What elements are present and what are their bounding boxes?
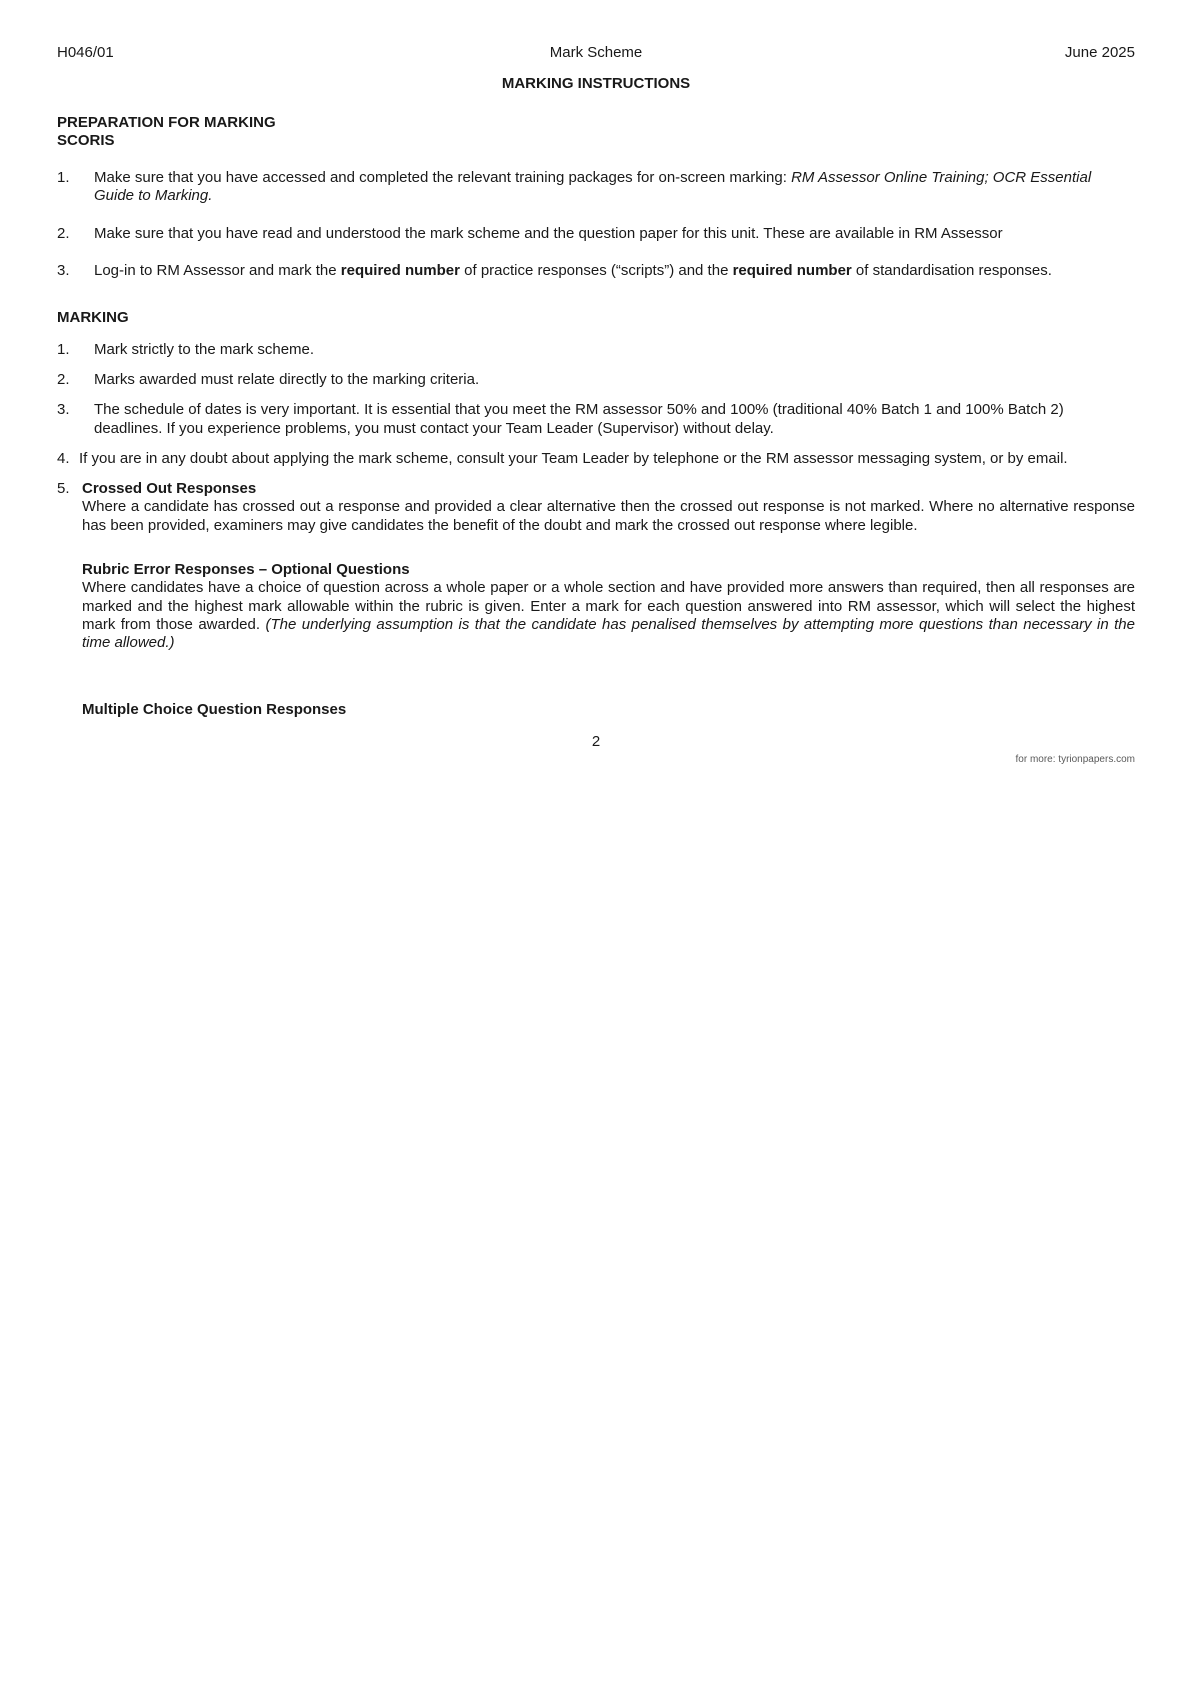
page-number: 2 <box>591 732 601 750</box>
list-item-text: Marks awarded must relate directly to the marking criteria. <box>94 370 480 388</box>
header-paper-code: H046/01 <box>57 44 114 61</box>
watermark-text: for more: tyrionpapers.com <box>1015 754 1135 766</box>
list-item-crossed-out-responses <box>57 480 1135 535</box>
list-item <box>57 371 1135 389</box>
rubric-error-heading: Rubric Error Responses – Optional Questions <box>82 561 410 579</box>
list-item-text: Log-in to RM Assessor and mark the required number of practice responses (“scripts”) and the required number of standardisation responses. <box>94 262 1052 280</box>
multiple-choice-subsection <box>82 701 1135 719</box>
list-item-number: 3. <box>57 401 70 419</box>
list-item <box>57 341 1135 359</box>
list-item-number: 5. <box>57 480 70 498</box>
list-item <box>57 169 1135 206</box>
multiple-choice-heading: Multiple Choice Question Responses <box>82 700 347 718</box>
list-item <box>57 262 1135 280</box>
list-item-text <box>82 480 1135 535</box>
list-item <box>57 225 1135 243</box>
list-item-number: 1. <box>57 169 70 187</box>
list-item <box>57 450 1135 468</box>
list-item-text: Make sure that you have accessed and completed the relevant training packages for on-screen marking: RM Assessor Online Training; OCR Essential Guide to Marking. <box>94 169 1092 205</box>
list-item-text: Mark strictly to the mark scheme. <box>94 340 315 358</box>
header-doc-type: Mark Scheme <box>549 44 643 61</box>
list-item-number: 3. <box>57 262 70 280</box>
crossed-out-responses-body: Where a candidate has crossed out a response and provided a clear alternative then the crossed out response is not marked. Where no alternative response has been provided, examiners may give candidates the benefit of the doubt and mark the crossed out response where legible. <box>82 498 1135 534</box>
rubric-error-responses-subsection <box>82 561 1135 652</box>
list-item <box>57 401 1135 438</box>
list-item-number: 2. <box>57 370 70 388</box>
list-item-number: 2. <box>57 224 70 242</box>
marking-heading: MARKING <box>57 309 129 327</box>
list-item-text: If you are in any doubt about applying the mark scheme, consult your Team Leader by telephone or the RM assessor messaging system, or by email. <box>79 449 1068 467</box>
crossed-out-responses-heading: Crossed Out Responses <box>82 480 257 498</box>
scoris-heading: SCORIS <box>57 131 115 149</box>
section-preparation-for-marking <box>57 114 1135 281</box>
rubric-error-body: Where candidates have a choice of question across a whole paper or a whole section and have provided more answers than required, then all responses are marked and the highest mark allowable within the rubric is given. Enter a mark for each question answered into RM assessor, which will select the highest mark from those awarded. (The underlying assumption is that the candidate has penalised themselves by attempting more questions than necessary in the time allowed.) <box>82 579 1135 652</box>
list-item-text: The schedule of dates is very important. It is essential that you meet the RM assessor 50% and 100% (traditional 40% Batch 1 and 100% Batch 2) deadlines. If you experience problems, you must contact your Team Leader (Supervisor) without delay. <box>94 401 1064 437</box>
list-item-number: 1. <box>57 340 70 358</box>
preparation-list <box>57 169 1135 280</box>
page-title: MARKING INSTRUCTIONS <box>501 75 691 93</box>
header-session-date: June 2025 <box>1064 44 1135 61</box>
list-item-number: 4. <box>57 449 70 467</box>
section-marking <box>57 309 1135 718</box>
document-header <box>57 44 1135 62</box>
list-item-text: Make sure that you have read and understood the mark scheme and the question paper for this unit. These are available in RM Assessor <box>94 224 1003 242</box>
preparation-heading: PREPARATION FOR MARKING <box>57 113 276 131</box>
